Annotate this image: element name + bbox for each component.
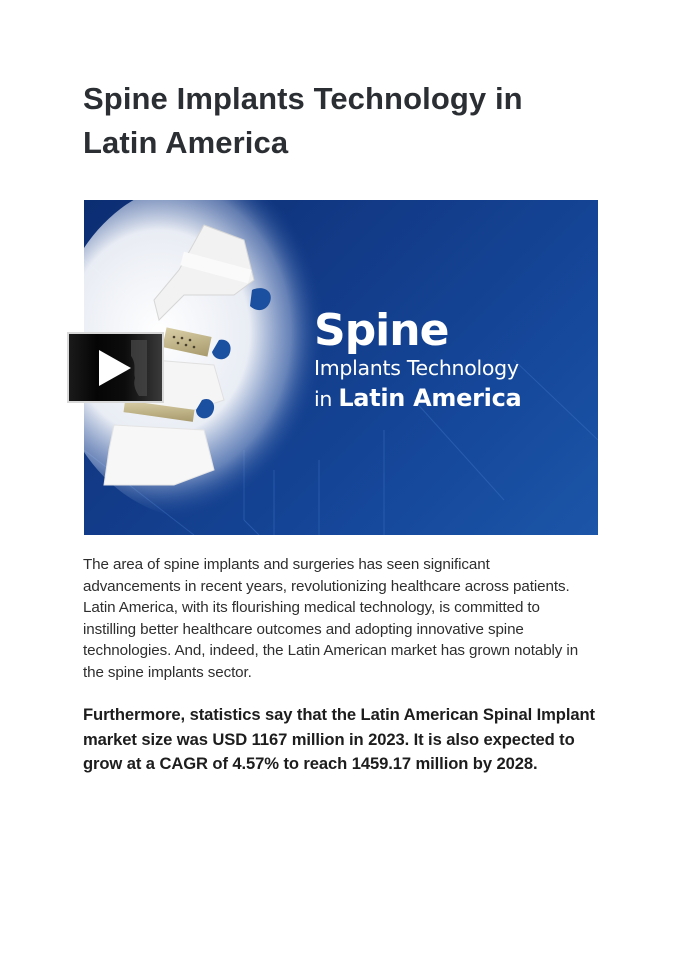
page-title: Spine Implants Technology in Latin America — [83, 81, 523, 160]
play-video-button[interactable] — [67, 332, 164, 403]
hero-subtitle-line1: Implants Technology — [314, 356, 519, 380]
play-icon — [69, 334, 162, 401]
hero-subtitle-region: Latin America — [338, 384, 522, 412]
market-statistics-paragraph: Furthermore, statistics say that the Latin American Spinal Implant market size was USD 1167 million in 2023. It is also expected to grow at a CAGR of 4.57% to reach 1459.17 million by 2028. — [83, 705, 595, 773]
intro-paragraph: The area of spine implants and surgeries has seen significant advancements in recent years, revolutionizing healthcare across patients. Latin America, with its flourishing medical technology, is committed to instilling better healthcare outcomes and adopting innovative spine technologies. And, indeed, the Latin American market has grown notably in the spine implants sector. — [83, 556, 579, 681]
hero-subtitle-line2 — [314, 382, 521, 415]
hero-headline — [314, 305, 522, 415]
hero-subtitle-prefix: in — [314, 387, 339, 411]
hero-title-spine: Spine — [314, 305, 449, 356]
